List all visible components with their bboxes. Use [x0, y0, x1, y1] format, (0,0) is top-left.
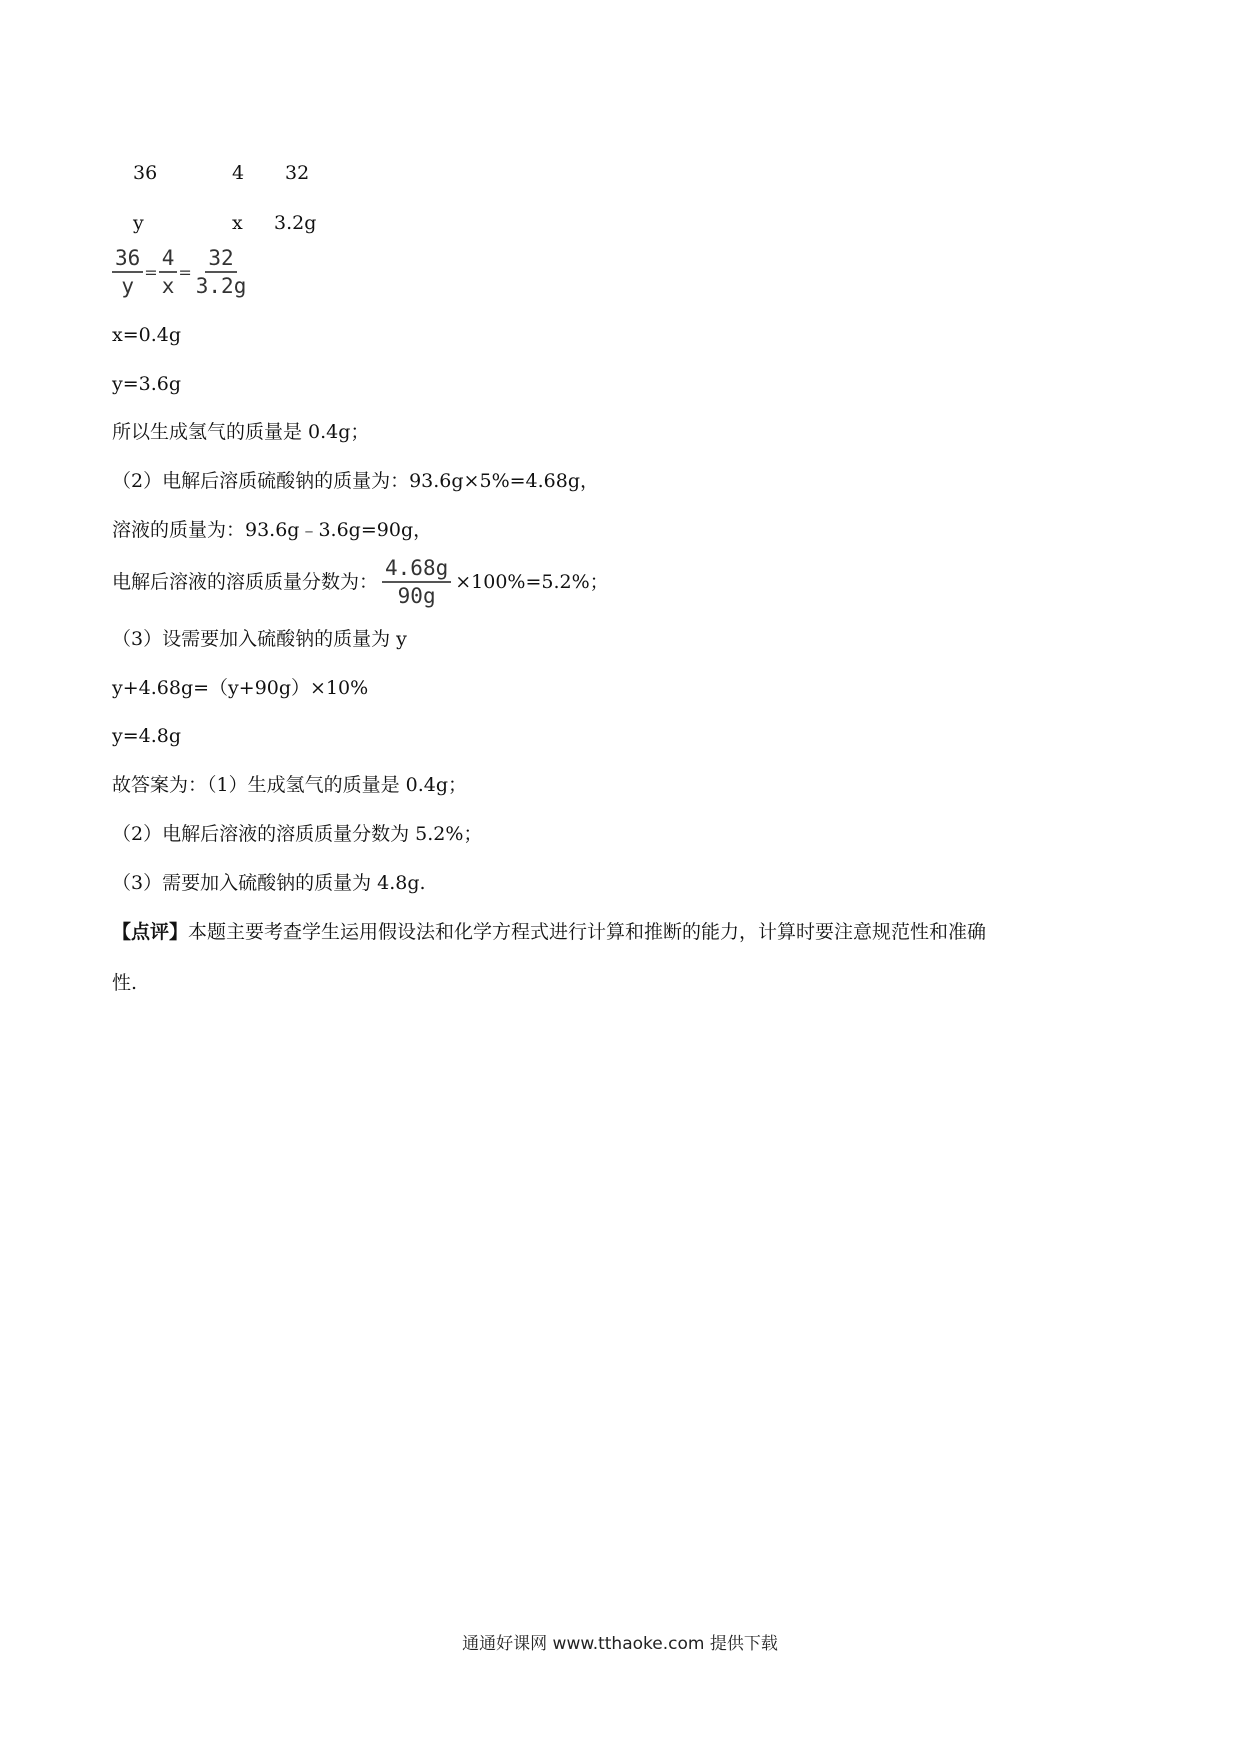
row2-a: y: [133, 212, 144, 234]
part2-solute-line: （2）电解后溶质硫酸钠的质量为：93.6g×5%=4.68g，: [112, 470, 600, 492]
fraction-denominator: 90g: [397, 584, 436, 608]
answer-1-line: 故答案为：（1）生成氢气的质量是 0.4g；: [112, 774, 468, 796]
fraction-denominator: 3.2g: [195, 274, 247, 298]
row1-b: 4: [232, 162, 245, 184]
answer-2-line: （2）电解后溶液的溶质质量分数为 5.2%；: [112, 823, 483, 845]
y-value-line: y=3.6g: [112, 373, 182, 395]
row2-b: x: [232, 212, 243, 234]
fraction-numerator: 32: [205, 246, 236, 273]
part3-setup-line: （3）设需要加入硫酸钠的质量为 y: [112, 628, 407, 650]
fraction-numerator: 4: [159, 246, 178, 273]
equals-sign: =: [178, 262, 192, 282]
proportion-equation: [112, 246, 249, 298]
mass-fraction-line: [112, 552, 609, 612]
equals-sign: =: [144, 262, 158, 282]
comment-body: 本题主要考查学生运用假设法和化学方程式进行计算和推断的能力，计算时要注意规范性和准确: [188, 921, 987, 943]
answer-3-line: （3）需要加入硫酸钠的质量为 4.8g.: [112, 872, 426, 894]
footer-source: 通通好课网 www.tthaoke.com 提供下载: [462, 1634, 778, 1654]
fraction-4-x: [159, 246, 178, 298]
fraction-36-y: [112, 246, 143, 298]
comment-tag: 【点评】: [112, 921, 189, 943]
comment-line: [112, 919, 986, 945]
mass-fraction-prefix: 电解后溶液的溶质质量分数为：: [112, 571, 379, 593]
fraction-numerator: 4.68g: [382, 556, 451, 583]
comment-continuation: 性.: [112, 972, 138, 994]
x-value-line: x=0.4g: [112, 324, 182, 346]
fraction-denominator: x: [161, 274, 175, 298]
row1-a: 36: [133, 162, 158, 184]
mass-fraction: [382, 556, 451, 608]
row1-c: 32: [285, 162, 310, 184]
fraction-denominator: y: [121, 274, 134, 298]
y-result-line: y=4.8g: [112, 725, 182, 747]
hydrogen-mass-line: 所以生成氢气的质量是 0.4g；: [112, 421, 370, 443]
equation-line: y+4.68g=（y+90g）×10%: [112, 677, 369, 699]
solution-mass-line: 溶液的质量为：93.6g﹣3.6g=90g，: [112, 519, 433, 541]
fraction-numerator: 36: [112, 246, 143, 273]
row2-c: 3.2g: [274, 212, 317, 234]
fraction-32-3.2g: [193, 246, 250, 298]
mass-fraction-suffix: ×100%=5.2%；: [455, 571, 609, 593]
